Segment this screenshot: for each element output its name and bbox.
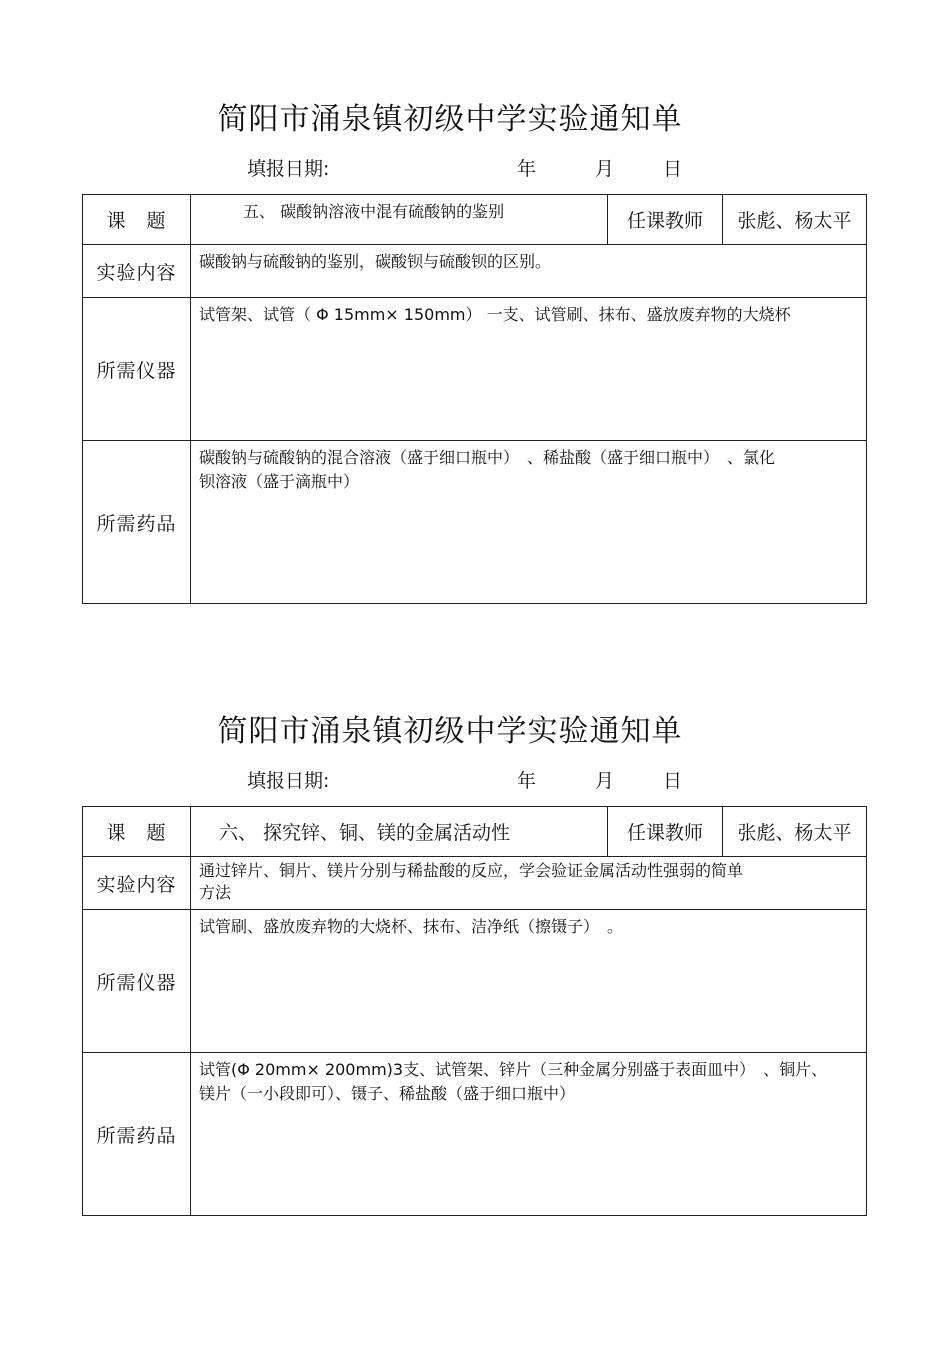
content-line: 方法 — [199, 883, 232, 902]
reagents-line: 试管(Φ 20mm× 200mm)3支、试管架、锌片（三种金属分别盛于表面皿中） 、铜片、 — [199, 1060, 828, 1079]
table-row — [83, 857, 867, 910]
content-line: 通过锌片、铜片、镁片分别与稀盐酸的反应，学会验证金属活动性强弱的简单 — [199, 861, 744, 880]
topic-label: 课 题 — [83, 195, 191, 245]
content-label: 实验内容 — [83, 245, 191, 298]
content-value — [191, 857, 867, 910]
reagents-value — [191, 1053, 867, 1216]
topic-label: 课 题 — [83, 807, 191, 857]
date-label: 填报日期: — [247, 158, 330, 180]
form-title: 简阳市涌泉镇初级中学实验通知单 — [217, 714, 683, 749]
notice-table — [82, 806, 867, 1216]
table-row — [83, 807, 867, 857]
month-label: 月 — [595, 158, 615, 180]
content-value: 碳酸钠与硫酸钠的鉴别，碳酸钡与硫酸钡的区别。 — [191, 245, 867, 298]
teacher-label: 任课教师 — [608, 195, 723, 245]
day-label: 日 — [663, 770, 683, 792]
apparatus-label: 所需仪器 — [83, 298, 191, 441]
table-row — [83, 245, 867, 298]
apparatus-value: 试管架、试管（ Φ 15mm× 150mm） 一支、试管刷、抹布、盛放废弃物的大烧杯 — [191, 298, 867, 441]
reagents-value — [191, 441, 867, 604]
table-row — [83, 910, 867, 1053]
notice-table — [82, 194, 867, 604]
apparatus-value: 试管刷、盛放废弃物的大烧杯、抹布、洁净纸（擦镊子） 。 — [191, 910, 867, 1053]
apparatus-label: 所需仪器 — [83, 910, 191, 1053]
reagents-label: 所需药品 — [83, 1053, 191, 1216]
reagents-line: 碳酸钠与硫酸钠的混合溶液（盛于细口瓶中） 、稀盐酸（盛于细口瓶中） 、氯化 — [199, 448, 776, 467]
day-label: 日 — [663, 158, 683, 180]
date-label: 填报日期: — [247, 770, 330, 792]
table-row — [83, 298, 867, 441]
topic-value: 六、 探究锌、铜、镁的金属活动性 — [191, 807, 608, 857]
table-row — [83, 441, 867, 604]
table-row — [83, 195, 867, 245]
topic-value: 五、 碳酸钠溶液中混有硫酸钠的鉴别 — [191, 195, 608, 245]
teacher-value: 张彪、杨太平 — [723, 807, 867, 857]
year-label: 年 — [517, 770, 537, 792]
reagents-line: 钡溶液（盛于滴瓶中） — [199, 472, 360, 491]
table-row — [83, 1053, 867, 1216]
form-title: 简阳市涌泉镇初级中学实验通知单 — [217, 102, 683, 137]
year-label: 年 — [517, 158, 537, 180]
reagents-line: 镁片（一小段即可）、镊子、稀盐酸（盛于细口瓶中） — [199, 1084, 576, 1103]
reagents-label: 所需药品 — [83, 441, 191, 604]
content-label: 实验内容 — [83, 857, 191, 910]
teacher-label: 任课教师 — [608, 807, 723, 857]
month-label: 月 — [595, 770, 615, 792]
teacher-value: 张彪、杨太平 — [723, 195, 867, 245]
